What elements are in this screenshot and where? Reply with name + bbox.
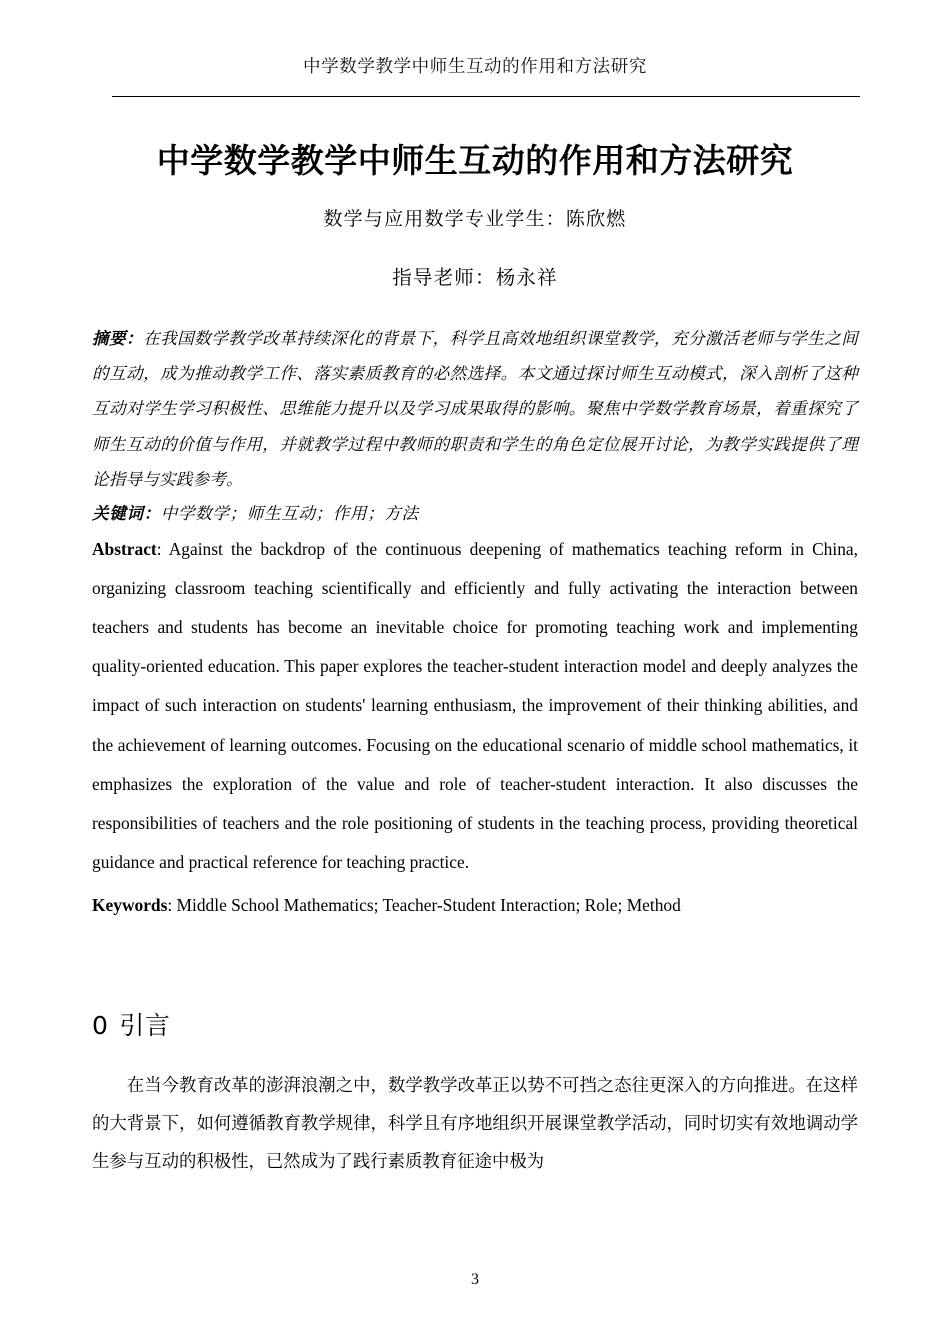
introduction-paragraph: 在当今教育改革的澎湃浪潮之中，数学教学改革正以势不可挡之态往更深入的方向推进。在这样的大背景下，如何遵循教育教学规律，科学且有序地组织开展课堂教学活动，同时切实有效地调动学生参与互动的积极性，已然成为了践行素质教育征途中极为 <box>92 1074 858 1171</box>
section-title: 引言 <box>119 1010 171 1040</box>
author-line: 数学与应用数学专业学生：陈欣燃 <box>323 209 627 231</box>
header-rule-divider <box>112 96 860 97</box>
english-keywords-separator: : <box>167 895 177 916</box>
english-keywords-label: Keywords <box>92 895 168 916</box>
english-abstract <box>92 527 858 882</box>
page-content <box>92 118 858 1181</box>
chinese-keywords <box>92 497 858 527</box>
english-abstract-separator: : <box>156 538 169 559</box>
advisor-line: 指导老师：杨永祥 <box>392 267 558 289</box>
chinese-keywords-label: 关键词： <box>92 503 161 523</box>
chinese-abstract <box>92 292 858 497</box>
page-header <box>0 0 950 108</box>
section-heading-introduction <box>92 923 858 1041</box>
chinese-abstract-label: 摘要： <box>92 328 144 349</box>
chinese-abstract-body: 在我国数学教学改革持续深化的背景下，科学且高效地组织课堂教学，充分激活老师与学生之间的互动，成为推动教学工作、落实素质教育的必然选择。本文通过探讨师生互动模式，深入剖析了这种互动对学生学习积极性、思维能力提升以及学习成果取得的影响。聚焦中学数学教育场景，着重探究了师生互动的价值与作用，并就教学过程中教师的职责和学生的角色定位展开讨论，为教学实践提供了理论指导与实践参考。 <box>92 329 858 489</box>
page-title: 中学数学教学中师生互动的作用和方法研究 <box>156 141 794 180</box>
page-number: 3 <box>471 1271 479 1288</box>
english-keywords-value: Middle School Mathematics; Teacher-Student Interaction; Role; Method <box>176 895 681 916</box>
chinese-keywords-value: 中学数学；师生互动；作用；方法 <box>160 504 419 523</box>
english-abstract-label: Abstract <box>92 538 157 559</box>
section-number: 0 <box>92 1010 109 1040</box>
english-abstract-body: Against the backdrop of the continuous deepening of mathematics teaching reform in China, organizing classroom teaching scientifically and efficiently and fully activating the interaction between teachers and students has become an inevitable choice for promoting teaching work and implementing quality-oriented education. This paper explores the teacher-student interaction model and deeply analyzes the impact of such interaction on students' learning enthusiasm, the improvement of their thinking abilities, and the achievement of learning outcomes. Focusing on the educational scenario of middle school mathematics, it emphasizes the exploration of the value and role of teacher-student interaction. It also discusses the responsibilities of teachers and the role positioning of students in the teaching process, providing theoretical guidance and practical reference for teaching practice. <box>92 538 858 872</box>
page-footer <box>0 1254 950 1344</box>
running-header-title: 中学数学教学中师生互动的作用和方法研究 <box>303 56 647 76</box>
english-keywords <box>92 882 858 923</box>
